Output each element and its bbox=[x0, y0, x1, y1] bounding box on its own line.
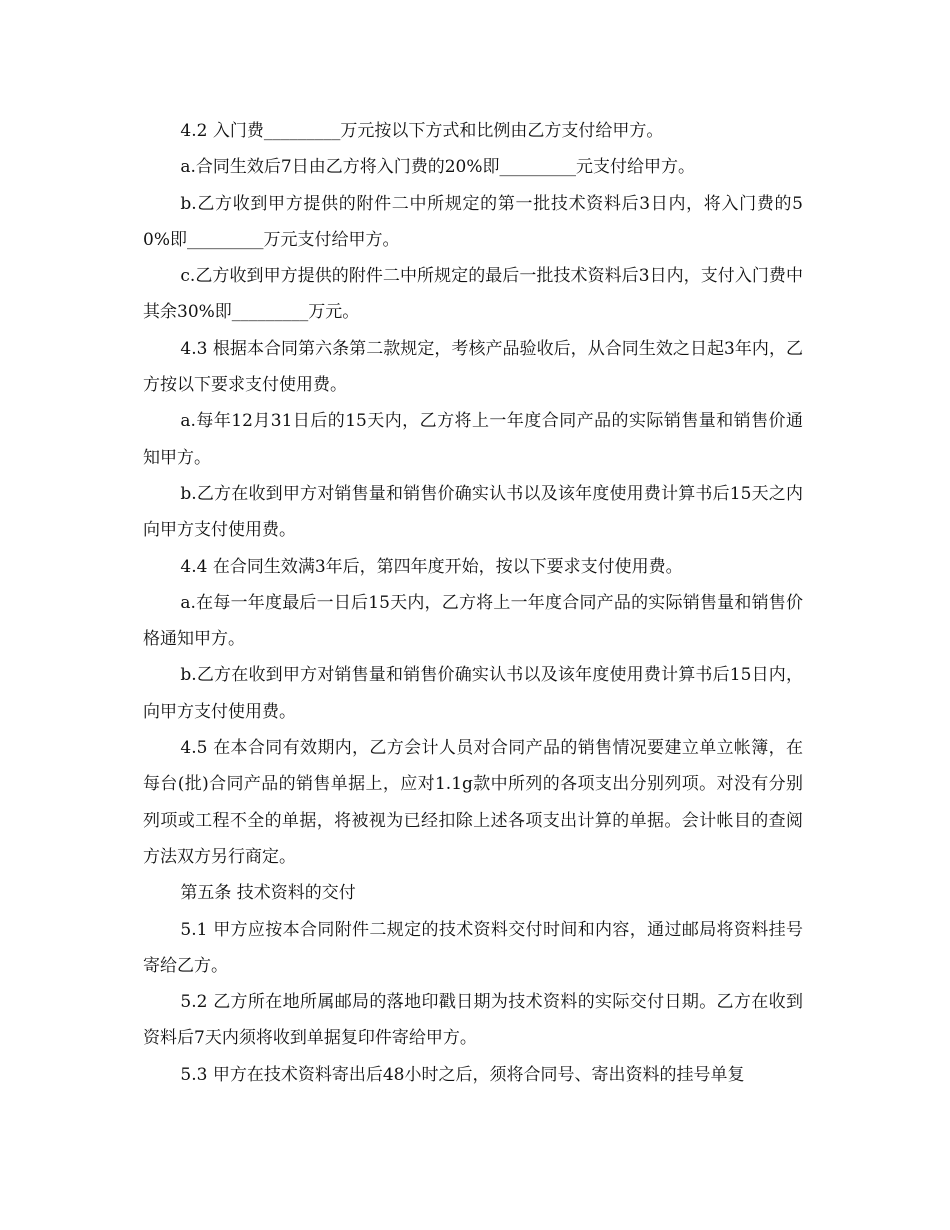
clause-4-3: 4.3 根据本合同第六条第二款规定，考核产品验收后，从合同生效之日起3年内，乙方按以下要求支付使用费。 bbox=[143, 338, 803, 396]
clause-4-2: 4.2 入门费_________万元按以下方式和比例由乙方支付给甲方。 bbox=[180, 121, 664, 141]
clause-4-2-b: b.乙方收到甲方提供的附件二中所规定的第一批技术资料后3日内，将入门费的50%即_________万元支付给甲方。 bbox=[143, 193, 803, 250]
clause-5-2: 5.2 乙方所在地所属邮局的落地印戳日期为技术资料的实际交付日期。乙方在收到资料后7天内须将收到单据复印件寄给甲方。 bbox=[143, 992, 803, 1049]
clause-4-4: 4.4 在合同生效满3年后，第四年度开始，按以下要求支付使用费。 bbox=[180, 556, 683, 577]
clause-4-3-a: a.每年12月31日后的15天内，乙方将上一年度合同产品的实际销售量和销售价通知甲方。 bbox=[143, 411, 803, 468]
clause-4-4-b: b.乙方在收到甲方对销售量和销售价确实认书以及该年度使用费计算书后15日内，向甲方支付使用费。 bbox=[143, 665, 803, 722]
clause-5-1: 5.1 甲方应按本合同附件二规定的技术资料交付时间和内容，通过邮局将资料挂号寄给乙方。 bbox=[143, 919, 803, 976]
document-body bbox=[143, 113, 803, 1093]
clause-4-3-b: b.乙方在收到甲方对销售量和销售价确实认书以及该年度使用费计算书后15天之内向甲方支付使用费。 bbox=[143, 483, 803, 541]
clause-4-4-a: a.在每一年度最后一日后15天内，乙方将上一年度合同产品的实际销售量和销售价格通知甲方。 bbox=[143, 592, 803, 650]
article-5-heading: 第五条 技术资料的交付 bbox=[180, 883, 356, 904]
clause-4-2-a: a.合同生效后7日由乙方将入门费的20%即_________元支付给甲方。 bbox=[180, 157, 696, 178]
clause-5-3: 5.3 甲方在技术资料寄出后48小时之后，须将合同号、寄出资料的挂号单复 bbox=[180, 1064, 745, 1085]
clause-4-2-c: c.乙方收到甲方提供的附件二中所规定的最后一批技术资料后3日内，支付入门费中其余30%即_________万元。 bbox=[143, 266, 803, 323]
clause-4-5: 4.5 在本合同有效期内，乙方会计人员对合同产品的销售情况要建立单立帐簿，在每台(批)合同产品的销售单据上，应对1.1g款中所列的各项支出分别列项。对没有分别列项或工程不全的单据，将被视为已经扣除上述各项支出计算的单据。会计帐目的查阅方法双方另行商定。 bbox=[143, 738, 803, 867]
